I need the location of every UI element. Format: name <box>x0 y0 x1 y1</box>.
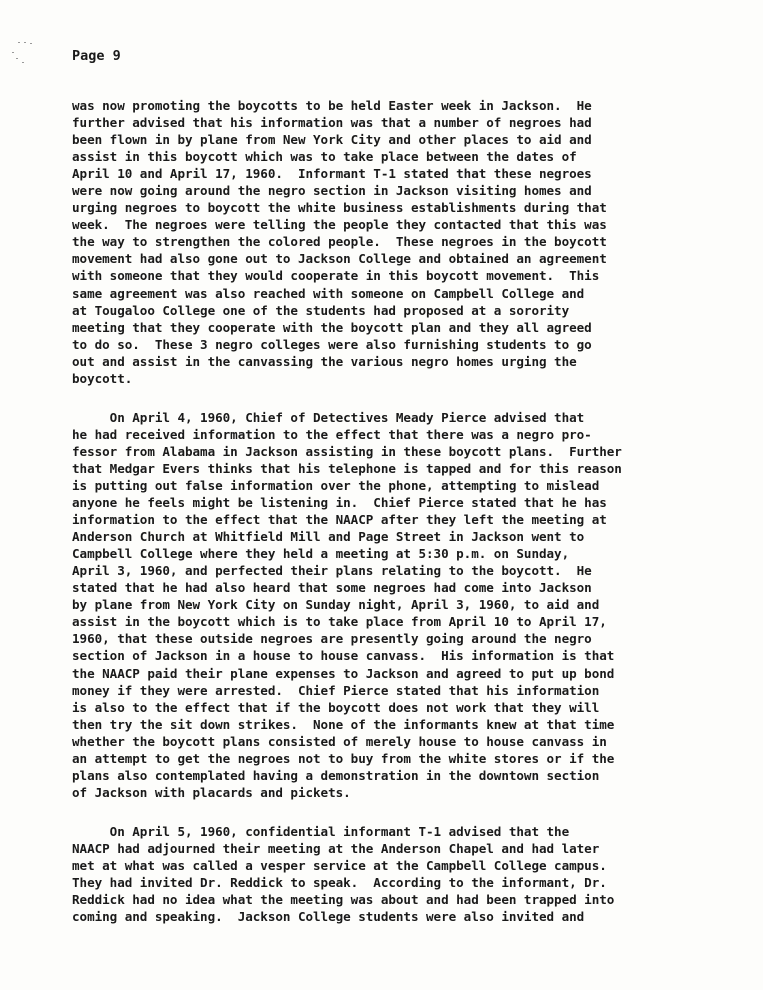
text-line: movement had also gone out to Jackson College and obtained an agreement <box>72 251 607 267</box>
paragraph-1 <box>72 97 742 387</box>
text-line: of Jackson with placards and pickets. <box>72 784 351 800</box>
text-line: section of Jackson in a house to house canvass. His information is that <box>72 648 615 664</box>
text-line: to do so. These 3 negro colleges were also furnishing students to go <box>72 336 592 352</box>
text-line: is also to the effect that if the boycott does not work that they will <box>72 699 600 715</box>
text-line: further advised that his information was that a number of negroes had <box>72 115 592 131</box>
text-line: information to the effect that the NAACP after they left the meeting at <box>72 512 607 528</box>
paragraph-2 <box>72 409 742 801</box>
text-line: anyone he feels might be listening in. Chief Pierce stated that he has <box>72 495 607 511</box>
text-line: fessor from Alabama in Jackson assisting in these boycott plans. Further <box>72 443 622 459</box>
page-number: Page 9 <box>72 48 121 64</box>
text-line: he had received information to the effect that there was a negro pro- <box>72 426 592 442</box>
text-line: coming and speaking. Jackson College students were also invited and <box>72 909 585 925</box>
text-line: the NAACP paid their plane expenses to Jackson and agreed to put up bond <box>72 665 615 681</box>
paragraph-gap <box>72 801 742 823</box>
text-line: whether the boycott plans consisted of merely house to house canvass in <box>72 733 607 749</box>
paragraph-3 <box>72 823 742 925</box>
text-line: assist in this boycott which was to take place between the dates of <box>72 149 577 165</box>
text-line: plans also contemplated having a demonstration in the downtown section <box>72 767 600 783</box>
text-line: April 3, 1960, and perfected their plans relating to the boycott. He <box>72 563 592 579</box>
text-line: assist in the boycott which is to take place from April 10 to April 17, <box>72 614 607 630</box>
text-line: NAACP had adjourned their meeting at the Anderson Chapel and had later <box>72 840 600 856</box>
text-line: been flown in by plane from New York City and other places to aid and <box>72 132 592 148</box>
memo-body <box>72 97 742 925</box>
text-line: urging negroes to boycott the white business establishments during that <box>72 200 607 216</box>
text-line: out and assist in the canvassing the various negro homes urging the <box>72 353 577 369</box>
paragraph-gap <box>72 387 742 409</box>
text-line: with someone that they would cooperate in this boycott movement. This <box>72 268 600 284</box>
text-line: meeting that they cooperate with the boycott plan and they all agreed <box>72 319 592 335</box>
text-line: met at what was called a vesper service at the Campbell College campus. <box>72 857 607 873</box>
text-line: is putting out false information over the phone, attempting to mislead <box>72 477 600 493</box>
text-line: 1960, that these outside negroes are presently going around the negro <box>72 631 592 647</box>
text-line: On April 5, 1960, confidential informant T-1 advised that the <box>72 823 570 839</box>
text-line: Anderson Church at Whitfield Mill and Page Street in Jackson went to <box>72 529 585 545</box>
text-line: were now going around the negro section in Jackson visiting homes and <box>72 183 592 199</box>
text-line: the way to strengthen the colored people. These negroes in the boycott <box>72 234 607 250</box>
text-line: They had invited Dr. Reddick to speak. According to the informant, Dr. <box>72 875 607 891</box>
text-line: On April 4, 1960, Chief of Detectives Meady Pierce advised that <box>72 409 585 425</box>
text-line: same agreement was also reached with someone on Campbell College and <box>72 285 585 301</box>
text-line: Campbell College where they held a meeting at 5:30 p.m. on Sunday, <box>72 546 570 562</box>
text-line: Reddick had no idea what the meeting was about and had been trapped into <box>72 892 615 908</box>
text-line: was now promoting the boycotts to be held Easter week in Jackson. He <box>72 98 592 113</box>
text-line: boycott. <box>72 370 133 386</box>
text-line: that Medgar Evers thinks that his telephone is tapped and for this reason <box>72 460 622 476</box>
text-line: April 10 and April 17, 1960. Informant T-1 stated that these negroes <box>72 166 592 182</box>
scan-artifact-marks <box>10 38 50 68</box>
text-line: an attempt to get the negroes not to buy from the white stores or if the <box>72 750 615 766</box>
text-line: at Tougaloo College one of the students had proposed at a sorority <box>72 302 570 318</box>
text-line: money if they were arrested. Chief Pierce stated that his information <box>72 682 600 698</box>
text-line: then try the sit down strikes. None of the informants knew at that time <box>72 716 615 732</box>
text-line: stated that he had also heard that some negroes had come into Jackson <box>72 580 592 596</box>
text-line: by plane from New York City on Sunday night, April 3, 1960, to aid and <box>72 597 600 613</box>
text-line: week. The negroes were telling the people they contacted that this was <box>72 217 607 233</box>
